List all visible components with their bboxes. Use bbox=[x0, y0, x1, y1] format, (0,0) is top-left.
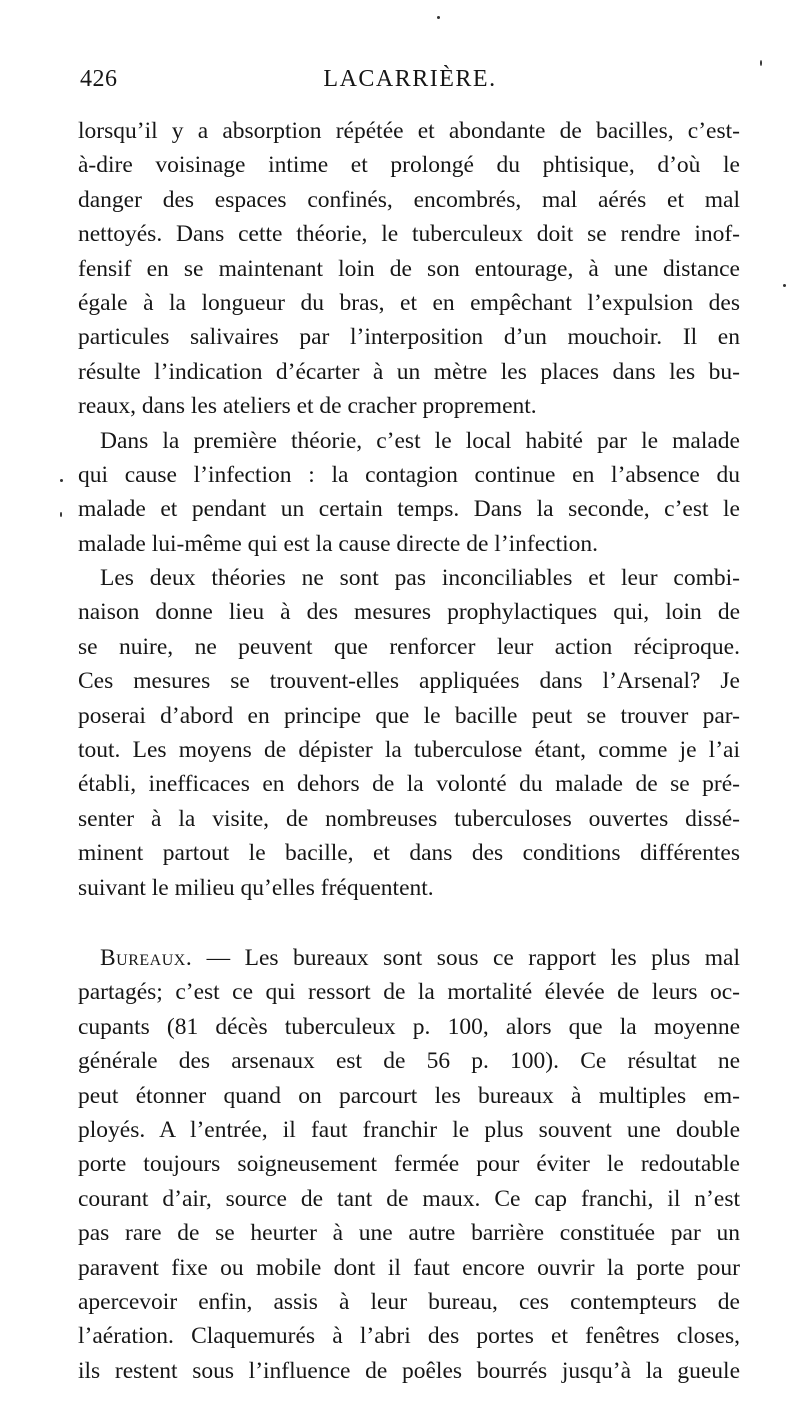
page-header bbox=[80, 66, 740, 100]
scan-speck bbox=[60, 512, 62, 517]
text-line: minent partout le bacille, et dans des conditions différentes bbox=[78, 840, 740, 867]
text-line: porte toujours soigneusement fermée pour éviter le redoutable bbox=[78, 1151, 740, 1178]
paragraph-4 bbox=[78, 941, 740, 1388]
text-line: partagés; c’est ce qui ressort de la mortalité élevée de leurs oc- bbox=[78, 979, 740, 1006]
scan-speck bbox=[760, 60, 762, 66]
text-line: établi, inefficaces en dehors de la volonté du malade de se pré- bbox=[78, 771, 740, 798]
text-line: fensif en se maintenant loin de son entourage, à une distance bbox=[78, 255, 740, 282]
text-line: peut étonner quand on parcourt les bureaux à multiples em- bbox=[78, 1082, 740, 1109]
text-line: Les deux théories ne sont pas inconciliables et leur combi- bbox=[100, 565, 740, 592]
text-line: cupants (81 décès tuberculeux p. 100, alors que la moyenne bbox=[78, 1013, 740, 1040]
text-line bbox=[78, 941, 740, 975]
scan-speck bbox=[783, 284, 786, 287]
text-line: malade lui-même qui est la cause directe de l’infection. bbox=[78, 530, 599, 557]
text-line: pas rare de se heurter à une autre barrière constituée par un bbox=[78, 1220, 740, 1247]
body-text bbox=[78, 114, 740, 1388]
text-line: l’aération. Claquemurés à l’abri des portes et fenêtres closes, bbox=[78, 1323, 740, 1350]
scan-speck bbox=[60, 479, 63, 482]
running-head: LACARRIÈRE. bbox=[323, 66, 497, 92]
section-heading: Bureaux. bbox=[100, 944, 193, 971]
text-line: courant d’air, source de tant de maux. Ce cap franchi, il n’est bbox=[78, 1185, 740, 1212]
scan-speck bbox=[437, 16, 440, 19]
text-line: Ces mesures se trouvent-elles appliquées dans l’Arsenal? Je bbox=[78, 668, 740, 695]
text-line: poserai d’abord en principe que le bacille peut se trouver par- bbox=[78, 702, 740, 729]
text-line: malade et pendant un certain temps. Dans la seconde, c’est le bbox=[78, 496, 740, 523]
text-line: qui cause l’infection : la contagion continue en l’absence du bbox=[78, 461, 740, 488]
section-gap bbox=[78, 905, 740, 941]
text-line: lorsqu’il y a absorption répétée et abondante de bacilles, c’est- bbox=[78, 118, 740, 144]
section-first-line-text: — Les bureaux sont sous ce rapport les plus mal bbox=[192, 944, 740, 971]
paragraph-3 bbox=[78, 561, 740, 905]
text-line: nettoyés. Dans cette théorie, le tuberculeux doit se rendre inof- bbox=[78, 221, 740, 248]
text-line: générale des arsenaux est de 56 p. 100). Ce résultat ne bbox=[78, 1048, 740, 1075]
text-line: Dans la première théorie, c’est le local habité par le malade bbox=[100, 427, 740, 454]
text-line: égale à la longueur du bras, et en empêchant l’expulsion des bbox=[78, 289, 740, 316]
text-line: ployés. A l’entrée, il faut franchir le plus souvent une double bbox=[78, 1116, 740, 1143]
text-line: reaux, dans les ateliers et de cracher proprement. bbox=[78, 393, 537, 420]
text-line: apercevoir enfin, assis à leur bureau, ces contempteurs de bbox=[78, 1288, 740, 1315]
text-line: se nuire, ne peuvent que renforcer leur action réciproque. bbox=[78, 633, 740, 660]
text-line: senter à la visite, de nombreuses tuberculoses ouvertes dissé- bbox=[78, 805, 740, 832]
text-line: tout. Les moyens de dépister la tuberculose étant, comme je l’ai bbox=[78, 737, 740, 764]
paragraph-1 bbox=[78, 114, 740, 424]
text-line: danger des espaces confinés, encombrés, mal aérés et mal bbox=[78, 186, 740, 213]
text-line: résulte l’indication d’écarter à un mètre les places dans les bu- bbox=[78, 358, 740, 385]
paragraph-2 bbox=[78, 424, 740, 562]
text-line: naison donne lieu à des mesures prophylactiques qui, loin de bbox=[78, 599, 740, 626]
text-line: particules salivaires par l’interposition d’un mouchoir. Il en bbox=[78, 324, 740, 351]
text-line: ils restent sous l’influence de poêles bourrés jusqu’à la gueule bbox=[78, 1357, 740, 1384]
text-line: paravent fixe ou mobile dont il faut encore ouvrir la porte pour bbox=[78, 1254, 740, 1281]
page-number: 426 bbox=[80, 66, 118, 92]
text-line: à-dire voisinage intime et prolongé du phtisique, d’où le bbox=[78, 152, 740, 179]
text-line: suivant le milieu qu’elles fréquentent. bbox=[78, 874, 434, 901]
